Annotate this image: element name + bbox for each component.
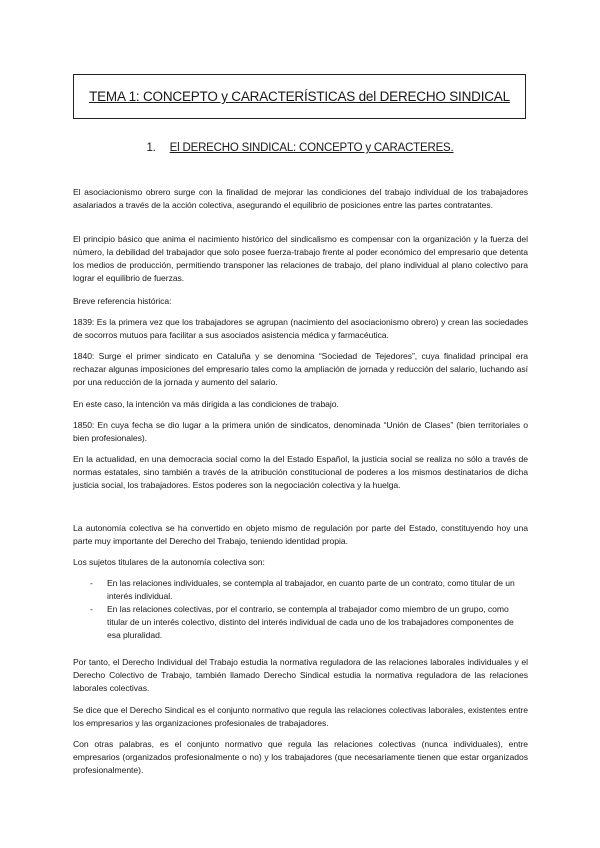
paragraph: Se dice que el Derecho Sindical es el conjunto normativo que regula las relaciones colectivas laborales, existentes entre los empresarios y las organizaciones profesionales de trabajadores. [73,705,528,728]
paragraph: Breve referencia histórica: [73,296,172,306]
list-item: - En las relaciones colectivas, por el contrario, se contempla al trabajador como miembro de un grupo, como titular de un interés colectivo, distinto del interés individual de cada uno de los trabajadores componentes de esa pluralidad. [90,604,514,640]
document-title: TEMA 1: CONCEPTO y CARACTERÍSTICAS del DERECHO SINDICAL [89,89,510,104]
section-number: 1. [146,142,156,154]
section-heading [0,142,600,154]
paragraph: En la actualidad, en una democracia social como la del Estado Español, la justicia social se realiza no sólo a través de normas estatales, sino también a través de la atribución constitucional de poderes a los mismos destinatarios de dicha justicia social, los trabajadores. Estos poderes son la negociación colectiva y la huelga. [73,454,528,490]
paragraph: El asociacionismo obrero surge con la finalidad de mejorar las condiciones del trabajo individual de los trabajadores asalariados a través de la acción colectiva, asegurando el equilibrio de posiciones entre las partes contratantes. [73,187,528,210]
title-box [73,74,526,119]
section-title: El DERECHO SINDICAL: CONCEPTO y CARACTERES. [169,142,454,154]
list-item: - En las relaciones individuales, se contempla al trabajador, en cuanto parte de un contrato, como titular de un interés individual. [90,578,515,601]
paragraph: 1850: En cuya fecha se dio lugar a la primera unión de sindicatos, denominada “Unión de Clases” (bien territoriales o bien profesionales). [73,420,528,443]
paragraph: Con otras palabras, es el conjunto normativo que regula las relaciones colectivas (nunca individuales), entre empresarios (organizados profesionalmente o no) y los trabajadores (que necesariamente tienen que estar organizados profesionalmente). [73,739,528,775]
paragraph: Los sujetos titulares de la autonomía colectiva son: [73,557,265,567]
paragraph: En este caso, la intención va más dirigida a las condiciones de trabajo. [73,399,339,409]
bullet-list [73,577,528,642]
paragraph: El principio básico que anima el nacimiento histórico del sindicalismo es compensar con la organización y la fuerza del número, la debilidad del trabajador que solo posee fuerza-trabajo frente al poder económico del empresario que detenta los medios de producción, permitiendo transponer las relaciones de trabajo, del plano individual al plano colectivo para lograr el equilibrio de fuerzas. [73,234,528,283]
paragraph: La autonomía colectiva se ha convertido en objeto mismo de regulación por parte del Estado, constituyendo hoy una parte muy importante del Derecho del Trabajo, teniendo identidad propia. [73,523,528,546]
paragraph: Por tanto, el Derecho Individual del Trabajo estudia la normativa reguladora de las relaciones laborales individuales y el Derecho Colectivo de Trabajo, también llamado Derecho Sindical estudia la normativa reguladora de las relaciones laborales colectivas. [73,657,528,693]
paragraph: 1840: Surge el primer sindicato en Cataluña y se denomina “Sociedad de Tejedores”, cuya finalidad principal era rechazar algunas imposiciones del empresario tales como la ampliación de jornada y reducción del salario, luchando así por una reducción de la jornada y aumento del salario. [73,351,528,387]
paragraph: 1839: Es la primera vez que los trabajadores se agrupan (nacimiento del asociacionismo obrero) y crean las sociedades de socorros mutuos para facilitar a sus asociados asistencia médica y farmacéutica. [73,317,528,340]
